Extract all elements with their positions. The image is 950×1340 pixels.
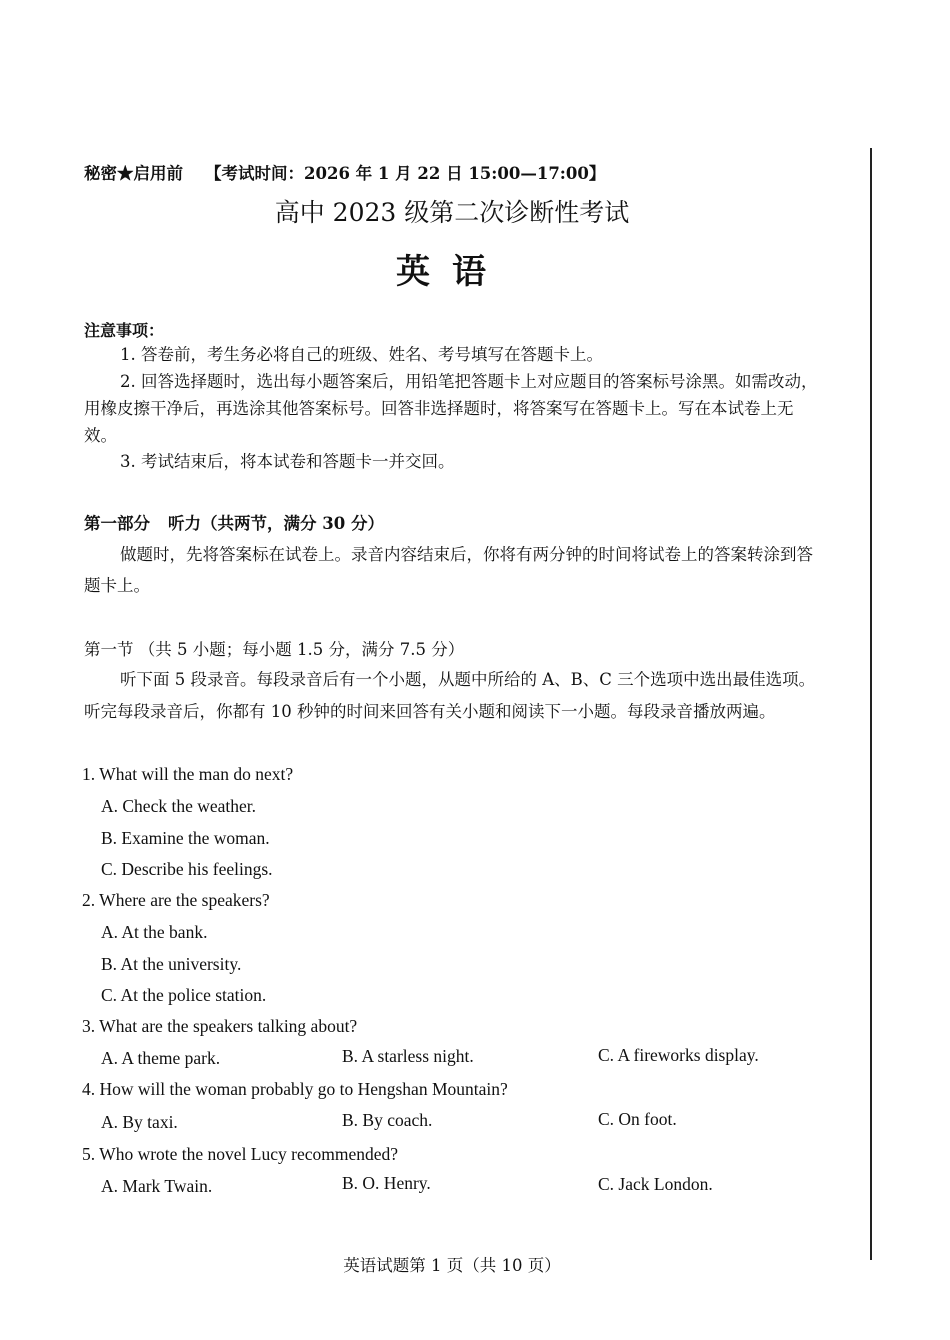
question-stem: 4. How will the woman probably go to Hengshan Mountain?	[82, 1079, 508, 1099]
question-option: A. Mark Twain.	[101, 1176, 213, 1196]
question-option: A. A theme park.	[101, 1048, 221, 1068]
question-stem: 2. Where are the speakers?	[82, 890, 270, 910]
part-label: 第一部分	[84, 514, 150, 533]
question-option: A. By taxi.	[101, 1112, 178, 1132]
page-footer: 英语试题第 1 页（共 10 页）	[343, 1256, 561, 1275]
part-instructions: 做题时，先将答案标在试卷上。录音内容结束后，你将有两分钟的时间将试卷上的答案转涂到答题卡上。	[84, 545, 813, 595]
question-option: A. At the bank.	[101, 922, 208, 942]
exam-time: 【考试时间：2026 年 1 月 22 日 15:00—17:00】	[205, 164, 606, 183]
secret-label: 秘密★启用前	[84, 164, 183, 183]
question-option: C. A fireworks display.	[598, 1045, 759, 1065]
question-option: B. By coach.	[342, 1110, 433, 1130]
subject-title: 英语	[396, 252, 508, 292]
section-instructions: 听下面 5 段录音。每段录音后有一个小题，从题中所给的 A、B、C 三个选项中选出最佳选项。听完每段录音后，你都有 10 秒钟的时间来回答有关小题和阅读下一小题。每段录音播放两遍。	[84, 670, 816, 721]
note-item: 1. 答卷前，考生务必将自己的班级、姓名、考号填写在答题卡上。	[120, 345, 603, 364]
question-option: C. Describe his feelings.	[101, 859, 273, 879]
binding-line	[870, 148, 872, 1260]
note-item: 2. 回答选择题时，选出每小题答案后，用铅笔把答题卡上对应题目的答案标号涂黑。如需改动，用橡皮擦干净后，再选涂其他答案标号。回答非选择题时，将答案写在答题卡上。写在本试卷上无效。	[84, 372, 818, 445]
question-option: B. A starless night.	[342, 1046, 474, 1066]
question-option: A. Check the weather.	[101, 796, 257, 816]
question-option: C. On foot.	[598, 1109, 677, 1129]
question-stem: 3. What are the speakers talking about?	[82, 1016, 358, 1036]
exam-header	[84, 160, 605, 184]
exam-title: 高中 2023 级第二次诊断性考试	[274, 198, 630, 227]
part-heading	[84, 510, 384, 534]
note-item: 3. 考试结束后，将本试卷和答题卡一并交回。	[120, 452, 455, 471]
question-option: C. At the police station.	[101, 985, 267, 1005]
question-option: B. Examine the woman.	[101, 828, 270, 848]
question-stem: 1. What will the man do next?	[82, 764, 294, 784]
question-option: B. At the university.	[101, 954, 242, 974]
question-option: C. Jack London.	[598, 1174, 713, 1194]
question-option: B. O. Henry.	[342, 1173, 431, 1193]
part-title: 听力（共两节，满分 30 分）	[168, 514, 384, 533]
notes-heading: 注意事项：	[84, 321, 165, 340]
section-heading: 第一节 （共 5 小题；每小题 1.5 分，满分 7.5 分）	[84, 640, 465, 659]
question-stem: 5. Who wrote the novel Lucy recommended?	[82, 1144, 399, 1164]
